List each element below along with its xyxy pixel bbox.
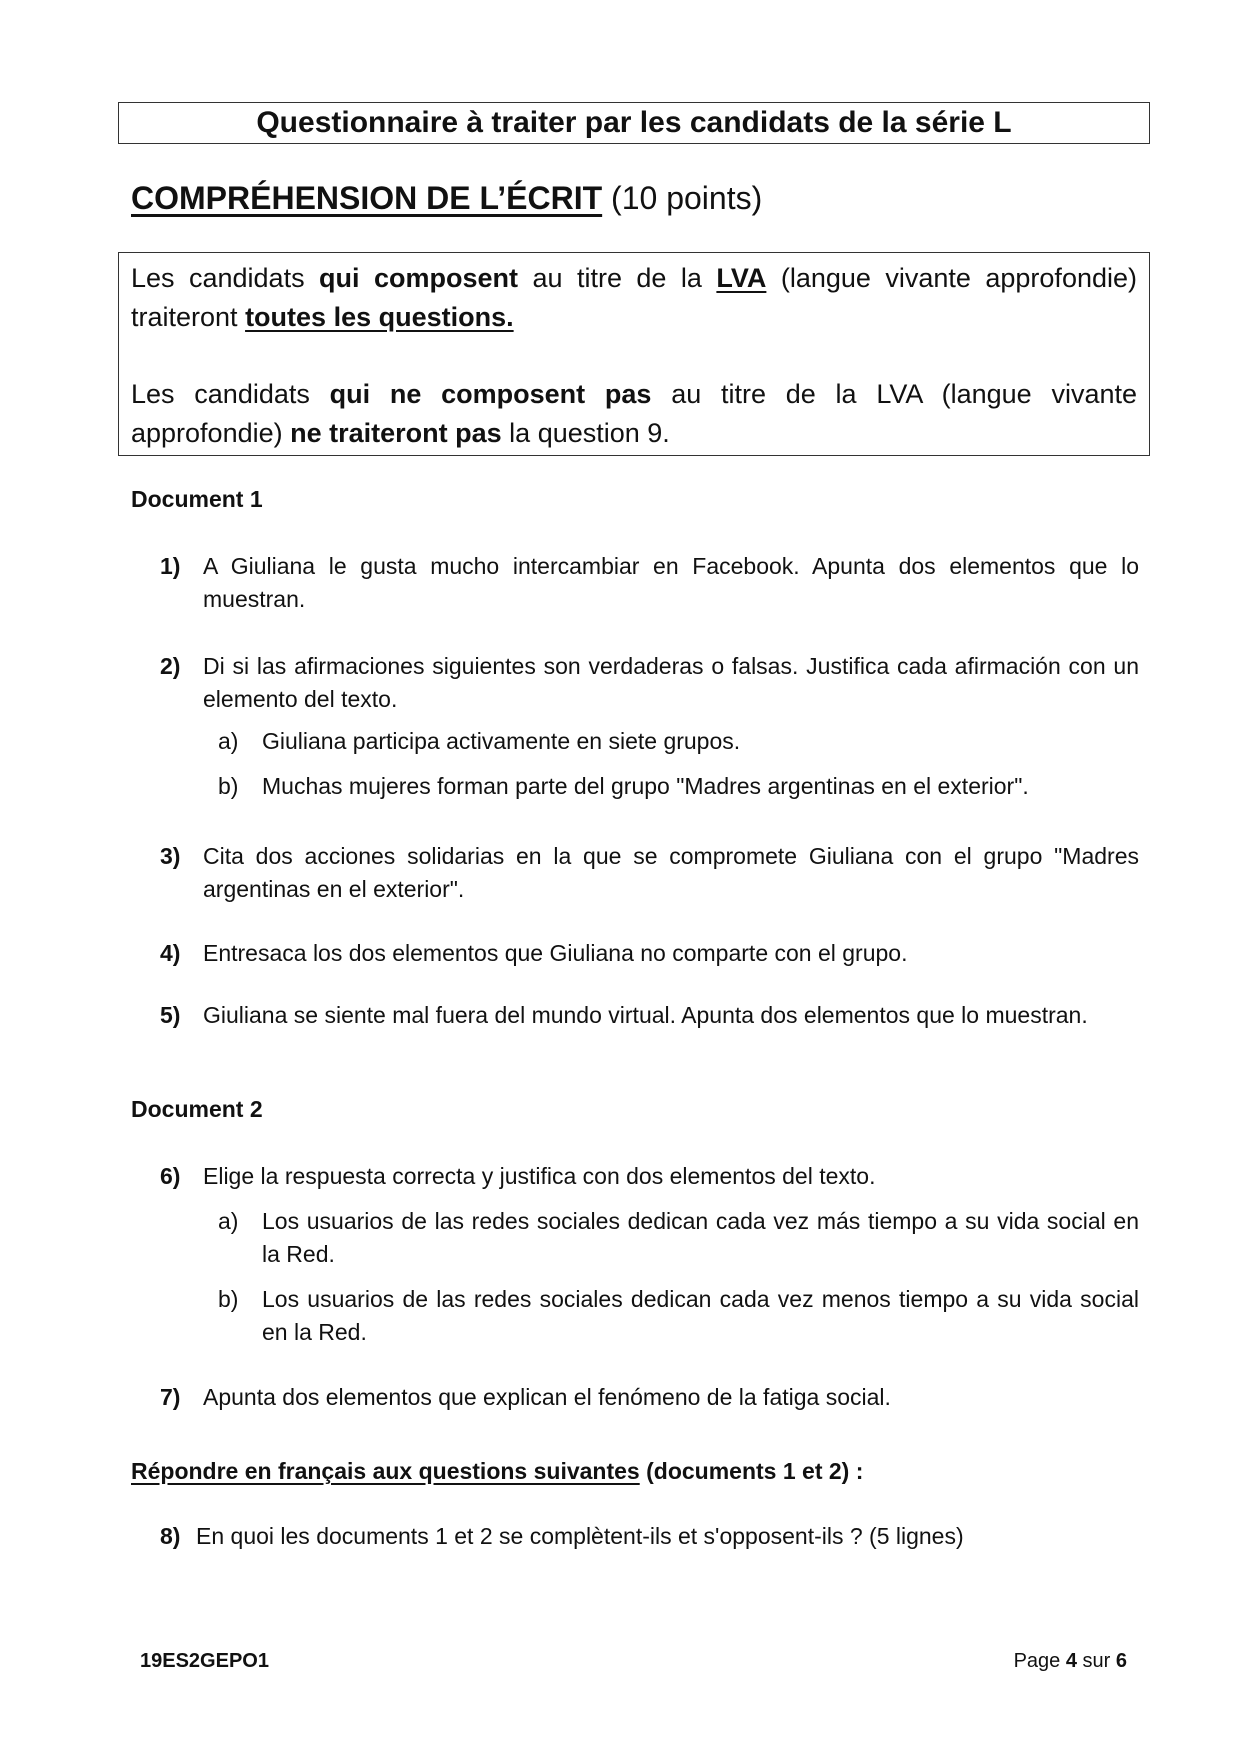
option-text: Los usuarios de las redes sociales dedican cada vez más tiempo a su vida social en la Red. <box>262 1208 1139 1267</box>
question-number: 8) <box>160 1523 181 1549</box>
respond-underlined: Répondre en français aux questions suivantes <box>131 1458 640 1484</box>
question-7 <box>131 1381 1139 1414</box>
questionnaire-title: Questionnaire à traiter par les candidats de la série L <box>256 106 1012 139</box>
question-text: Giuliana se siente mal fuera del mundo virtual. Apunta dos elementos que lo muestran. <box>203 1002 1088 1028</box>
option-label: a) <box>218 1208 239 1234</box>
question-6-option-b <box>218 1283 1139 1349</box>
section-heading <box>131 180 762 217</box>
instr-bold: ne traiteront pas <box>290 418 502 448</box>
question-2-option-b <box>218 770 1139 803</box>
instructions-box <box>118 252 1150 456</box>
question-2-option-a <box>218 725 1139 758</box>
option-label: b) <box>218 773 239 799</box>
section-points: (10 points) <box>611 180 763 216</box>
question-text: Di si las afirmaciones siguientes son verdaderas o falsas. Justifica cada afirmación con un elemento del texto. <box>203 653 1139 712</box>
option-text: Giuliana participa activamente en siete grupos. <box>262 728 741 754</box>
question-text: A Giuliana le gusta mucho intercambiar en Facebook. Apunta dos elementos que lo muestran. <box>203 553 1139 612</box>
question-text: Elige la respuesta correcta y justifica con dos elementos del texto. <box>203 1163 876 1189</box>
exam-code: 19ES2GEPO1 <box>140 1650 269 1672</box>
page-total: 6 <box>1115 1650 1127 1672</box>
question-1 <box>131 550 1139 616</box>
document-1-label: Document 1 <box>131 486 263 512</box>
instr-bold: qui ne composent pas <box>329 379 652 409</box>
question-number: 5) <box>160 1002 181 1028</box>
question-2 <box>131 650 1139 716</box>
question-6-option-a <box>218 1205 1139 1271</box>
instr-text: la question 9. <box>501 418 670 448</box>
option-text: Muchas mujeres forman parte del grupo "Madres argentinas en el exterior". <box>262 773 1029 799</box>
question-number: 7) <box>160 1384 181 1410</box>
instr-all-questions: toutes les questions. <box>245 302 514 332</box>
page-number <box>1014 1650 1127 1673</box>
respond-rest: (documents 1 et 2) : <box>639 1458 864 1484</box>
question-3 <box>131 840 1139 906</box>
question-text: En quoi les documents 1 et 2 se complètent-ils et s'opposent-ils ? (5 lignes) <box>196 1523 964 1549</box>
instr-lva: LVA <box>716 263 767 293</box>
instr-text: au titre de la <box>518 263 717 293</box>
option-text: Los usuarios de las redes sociales dedican cada vez menos tiempo a su vida social en la Red. <box>262 1286 1139 1345</box>
instr-text: au titre de la LVA (langue vivante approfondie) <box>131 379 1137 448</box>
question-6 <box>131 1160 1139 1193</box>
instr-text: Les candidats <box>131 263 320 293</box>
respond-in-french-instruction <box>131 1458 863 1485</box>
question-number: 1) <box>160 553 181 579</box>
question-text: Apunta dos elementos que explican el fenómeno de la fatiga social. <box>203 1384 891 1410</box>
page-prefix: Page <box>1013 1650 1066 1672</box>
page-current: 4 <box>1065 1650 1077 1672</box>
page-mid: sur <box>1076 1650 1116 1672</box>
instr-text: Les candidats <box>131 379 330 409</box>
question-5 <box>131 999 1139 1032</box>
option-label: a) <box>218 728 239 754</box>
question-number: 6) <box>160 1163 181 1189</box>
option-label: b) <box>218 1286 239 1312</box>
document-2-label: Document 2 <box>131 1096 263 1122</box>
instructions-lva <box>131 259 1137 337</box>
question-number: 2) <box>160 653 181 679</box>
section-title: COMPRÉHENSION DE L’ÉCRIT <box>131 180 603 216</box>
question-8 <box>131 1520 1139 1553</box>
question-text: Entresaca los dos elementos que Giuliana no comparte con el grupo. <box>203 940 908 966</box>
instr-text: (langue vivante approfondie) traiteront <box>131 263 1137 332</box>
questionnaire-title-box <box>118 102 1150 144</box>
question-text: Cita dos acciones solidarias en la que se compromete Giuliana con el grupo "Madres argentinas en el exterior". <box>203 843 1139 902</box>
question-4 <box>131 937 1139 970</box>
question-number: 3) <box>160 843 181 869</box>
instructions-non-lva <box>131 375 1137 453</box>
instr-bold: qui composent <box>319 263 518 293</box>
question-number: 4) <box>160 940 181 966</box>
